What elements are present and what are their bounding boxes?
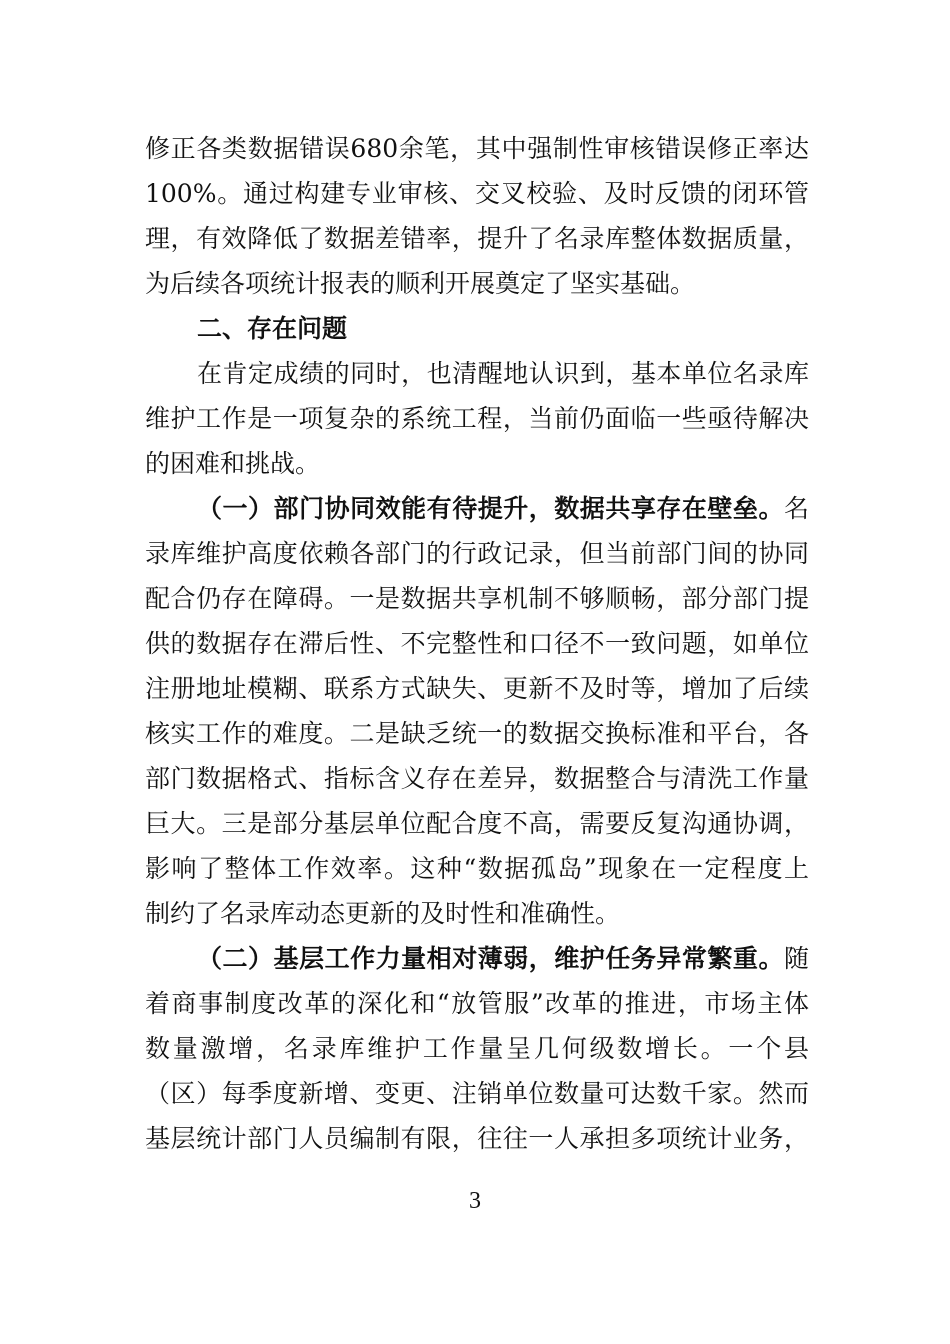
paragraph-line: 巨大。三是部分基层单位配合度不高，需要反复沟通协调， xyxy=(145,809,809,838)
subsection-title: （一）部门协同效能有待提升，数据共享存在壁垒。 xyxy=(197,494,784,523)
paragraph-line: 为后续各项统计报表的顺利开展奠定了坚实基础。 xyxy=(145,269,696,298)
paragraph-line: 影响了整体工作效率。这种“数据孤岛”现象在一定程度上 xyxy=(145,854,809,883)
paragraph-line: 供的数据存在滞后性、不完整性和口径不一致问题，如单位 xyxy=(145,629,809,658)
paragraph-text: 随 xyxy=(783,944,809,973)
paragraph-line: 核实工作的难度。二是缺乏统一的数据交换标准和平台，各 xyxy=(145,719,809,748)
section-heading: 二、存在问题 xyxy=(197,314,348,343)
subsection-first-line xyxy=(145,486,809,531)
paragraph-line: 100%。通过构建专业审核、交叉校验、及时反馈的闭环管 xyxy=(145,179,809,208)
subsection-first-line xyxy=(145,936,809,981)
paragraph-line: 部门数据格式、指标含义存在差异，数据整合与清洗工作量 xyxy=(145,764,809,793)
paragraph-line: 注册地址模糊、联系方式缺失、更新不及时等，增加了后续 xyxy=(145,674,809,703)
paragraph-line: （区）每季度新增、变更、注销单位数量可达数千家。然而 xyxy=(145,1079,809,1108)
paragraph-line: 数量激增，名录库维护工作量呈几何级数增长。一个县 xyxy=(145,1034,809,1063)
paragraph-line: 录库维护高度依赖各部门的行政记录，但当前部门间的协同 xyxy=(145,539,809,568)
paragraph-line: 理，有效降低了数据差错率，提升了名录库整体数据质量， xyxy=(145,224,809,253)
paragraph-text: 名 xyxy=(783,494,809,523)
subsection-title: （二）基层工作力量相对薄弱，维护任务异常繁重。 xyxy=(197,944,784,973)
paragraph-line: 的困难和挑战。 xyxy=(145,449,321,478)
paragraph-line: 维护工作是一项复杂的系统工程，当前仍面临一些亟待解决 xyxy=(145,404,809,433)
paragraph-line: 制约了名录库动态更新的及时性和准确性。 xyxy=(145,899,621,928)
paragraph-line: 修正各类数据错误680余笔，其中强制性审核错误修正率达 xyxy=(145,134,809,163)
paragraph-line: 着商事制度改革的深化和“放管服”改革的推进，市场主体 xyxy=(145,989,809,1018)
paragraph-line: 配合仍存在障碍。一是数据共享机制不够顺畅，部分部门提 xyxy=(145,584,809,613)
page-number: 3 xyxy=(469,1188,481,1214)
paragraph-line: 基层统计部门人员编制有限，往往一人承担多项统计业务， xyxy=(145,1124,809,1153)
document-page xyxy=(145,126,809,1161)
paragraph-line: 在肯定成绩的同时，也清醒地认识到，基本单位名录库 xyxy=(197,359,809,388)
